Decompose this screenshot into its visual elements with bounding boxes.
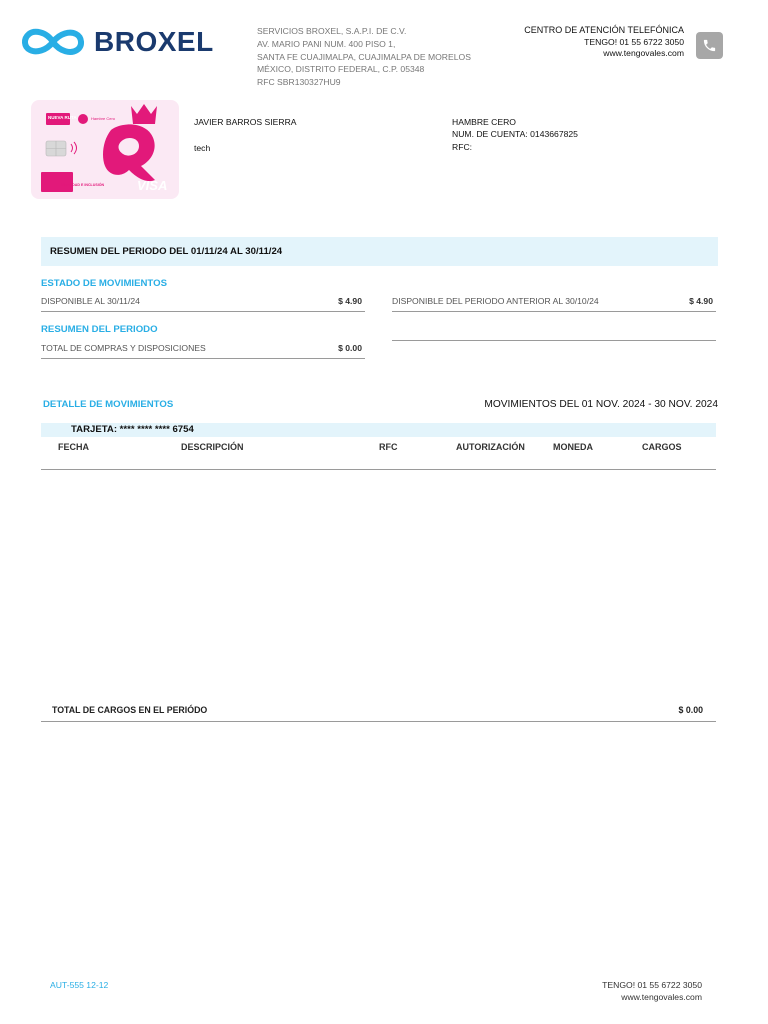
footer-code: AUT-555 12-12 <box>50 980 109 990</box>
infinity-logo-icon <box>18 24 88 60</box>
purchases-row <box>41 341 365 359</box>
card-badge-top: NUEVA RUTA <box>48 115 77 120</box>
column-header-rfc: RFC <box>379 442 398 452</box>
card-number-band <box>41 423 716 437</box>
company-line: SERVICIOS BROXEL, S.A.P.I. DE C.V. <box>257 26 407 36</box>
support-web[interactable]: www.tengovales.com <box>603 48 684 59</box>
company-line: AV. MARIO PANI NUM. 400 PISO 1, <box>257 38 396 49</box>
card-number: TARJETA: **** **** **** 6754 <box>71 424 194 435</box>
footer-phone: TENGO! 01 55 6722 3050 <box>602 980 702 990</box>
account-number: NUM. DE CUENTA: 0143667825 <box>452 129 578 140</box>
company-line: SANTA FE CUAJIMALPA, CUAJIMALPA DE MORELOS <box>257 51 471 62</box>
support-contact <box>524 25 684 60</box>
available-row <box>41 294 365 312</box>
phone-icon <box>702 38 717 53</box>
footer-web[interactable]: www.tengovales.com <box>621 992 702 1002</box>
broxel-logo <box>18 24 214 60</box>
total-charges-row <box>41 703 716 722</box>
company-address <box>257 25 471 89</box>
movements-range: MOVIMIENTOS DEL 01 NOV. 2024 - 30 NOV. 2024 <box>484 399 718 410</box>
card-badge-bottom: IGUALDAD E INCLUSIÓN <box>61 183 105 187</box>
previous-available-label: DISPONIBLE DEL PERIODO ANTERIOR AL 30/10/24 <box>392 296 599 306</box>
resumen-title: RESUMEN DEL PERIODO <box>41 324 158 335</box>
column-header-fecha: FECHA <box>58 442 89 452</box>
company-line: RFC SBR130327HU9 <box>257 77 341 88</box>
total-charges-label: TOTAL DE CARGOS EN EL PERIÓDO <box>52 705 208 715</box>
account-rfc: RFC: <box>452 141 473 152</box>
card-image <box>31 100 179 199</box>
phone-button[interactable] <box>696 32 723 59</box>
support-title: CENTRO DE ATENCIÓN TELEFÓNICA <box>524 25 684 35</box>
cardholder-extra: tech <box>194 143 211 153</box>
company-line: MÉXICO, DISTRITO FEDERAL, C.P. 05348 <box>257 64 425 75</box>
purchases-value: $ 0.00 <box>338 343 362 353</box>
available-label: DISPONIBLE AL 30/11/24 <box>41 296 140 306</box>
estado-title: ESTADO DE MOVIMIENTOS <box>41 278 167 289</box>
footer-contact <box>602 979 702 1003</box>
column-header-cargos: CARGOS <box>642 442 682 452</box>
period-summary-banner <box>41 237 718 266</box>
column-header-descripcion: DESCRIPCIÓN <box>181 442 244 452</box>
column-header-autorizacion: AUTORIZACIÓN <box>456 442 525 452</box>
support-phone: TENGO! 01 55 6722 3050 <box>584 36 684 47</box>
table-divider <box>41 469 716 470</box>
card-program: Hambre Cero <box>91 116 116 121</box>
account-info <box>452 116 578 153</box>
cardholder-name: JAVIER BARROS SIERRA <box>194 117 297 127</box>
card-network: VISA <box>137 178 168 193</box>
previous-available-row <box>392 294 716 312</box>
total-charges-value: $ 0.00 <box>678 705 703 715</box>
detail-title: DETALLE DE MOVIMIENTOS <box>43 399 174 410</box>
brand-name: BROXEL <box>94 26 214 57</box>
purchases-label: TOTAL DE COMPRAS Y DISPOSICIONES <box>41 343 206 353</box>
column-header-moneda: MONEDA <box>553 442 593 452</box>
available-value: $ 4.90 <box>338 296 362 306</box>
period-summary-title: RESUMEN DEL PERIODO DEL 01/11/24 AL 30/11/24 <box>50 246 283 257</box>
account-program: HAMBRE CERO <box>452 117 516 127</box>
previous-available-value: $ 4.90 <box>689 296 713 306</box>
cardholder-info <box>194 116 297 154</box>
divider <box>392 323 716 341</box>
